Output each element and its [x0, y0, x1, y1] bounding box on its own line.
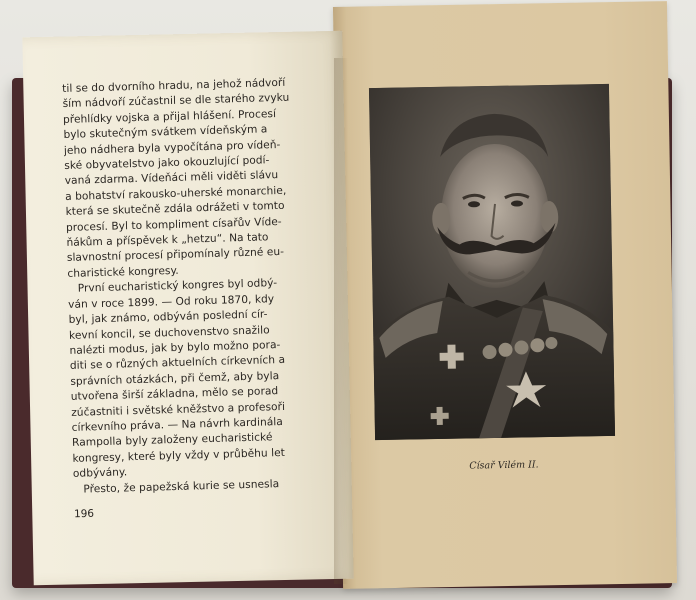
- left-page-text: [62, 75, 328, 498]
- book-gutter: [334, 58, 348, 584]
- portrait-photo: [369, 84, 615, 440]
- text-line: charistické kongresy.: [67, 264, 179, 280]
- text-line: ňákům a příspěvek k „hetzu“. Na tato: [66, 231, 269, 249]
- text-line: zúčastniti i světské kněžstvo a profesoři: [71, 400, 286, 419]
- text-line: kevní koncil, se duchovenstvo snažilo: [68, 323, 270, 342]
- text-line: kongresy, které byly vždy v průběhu let: [72, 446, 286, 465]
- page-number: 196: [73, 507, 95, 521]
- text-line: utvořena širší základna, mělo se porad: [70, 385, 279, 403]
- text-line: Rampolla byly založeny eucharistické: [71, 431, 273, 450]
- text-line: přehlídky vojska a přijal hlášení. Procesí: [62, 107, 277, 126]
- text-line: ván v roce 1899. — Od roku 1870, kdy: [68, 292, 275, 311]
- text-line: správních otázkách, při čemž, aby byla: [70, 369, 280, 388]
- text-line: byl, jak známo, odbýván poslední cír-: [68, 308, 268, 326]
- text-line: Přesto, že papežská kurie se usnesla: [83, 477, 280, 496]
- text-line: procesí. Byl to kompliment císařův Víde-: [65, 215, 282, 234]
- text-line: diti se o různých aktuelních církevních a: [69, 354, 286, 373]
- text-line: vaná zdarma. Vídeňáci měli viděti slávu: [64, 169, 279, 188]
- text-line: První eucharistický kongres byl odbý-: [77, 277, 278, 295]
- text-line: bylo skutečným svátkem vídeňským a: [63, 123, 268, 142]
- text-line: slavnostní procesí připomínaly různé eu-: [66, 246, 285, 265]
- text-line: a bohatství rakousko-uherské monarchie,: [65, 184, 287, 203]
- text-line: jeho nádhera byla vypočítána pro vídeň-: [63, 138, 281, 157]
- portrait-caption: Císař Vilém II.: [469, 459, 539, 472]
- text-line: til se do dvorního hradu, na jehož nádvoří: [62, 76, 286, 95]
- text-line: nalézti modus, jak by bylo možno pora-: [69, 338, 281, 357]
- text-line: církevního práva. — Na návrh kardinála: [71, 415, 283, 434]
- text-line: ské obyvatelstvo jako okouzlující podí-: [64, 154, 270, 172]
- text-line: odbývány.: [72, 466, 128, 481]
- text-line: ším nádvoří zúčastnil se dle starého zvyku: [62, 92, 290, 111]
- text-line: která se skutečně zdála odrážeti v tomto: [65, 200, 285, 219]
